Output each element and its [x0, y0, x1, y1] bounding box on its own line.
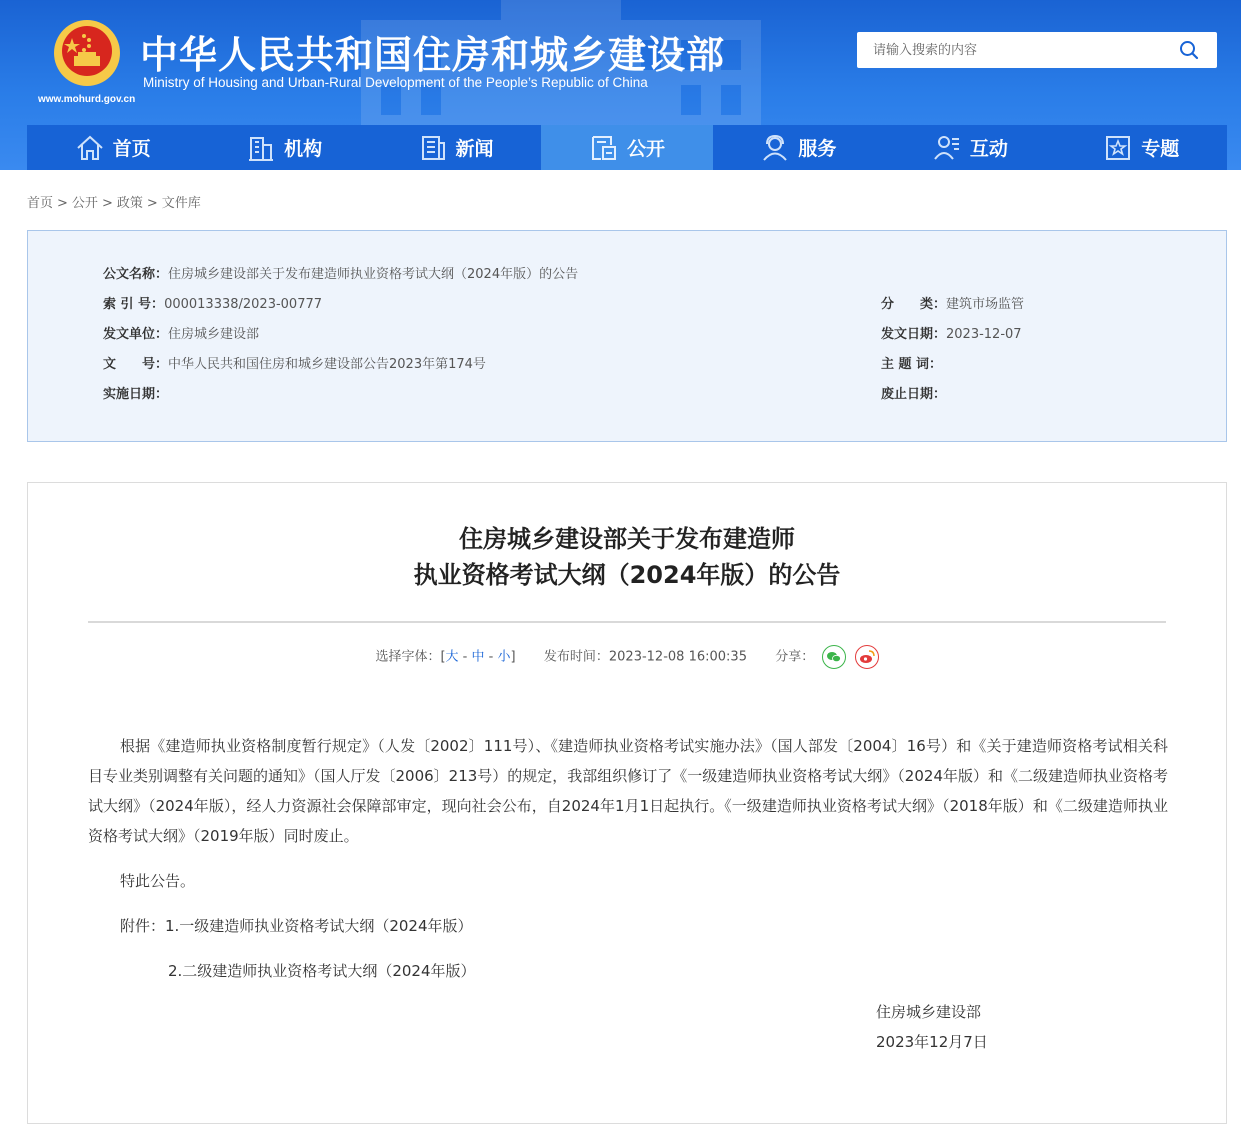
article-body — [88, 731, 1168, 1001]
article-title-line2: 执业资格考试大纲（2024年版）的公告 — [413, 561, 841, 589]
breadcrumb-separator: > — [146, 196, 158, 211]
breadcrumb — [27, 192, 201, 211]
main-nav — [27, 125, 1227, 170]
publish-time — [544, 650, 747, 665]
nav-item-news[interactable] — [370, 125, 541, 170]
meta-index — [103, 293, 322, 312]
font-size-label: 选择字体：[ — [375, 649, 446, 665]
article-paragraph: 根据《建造师执业资格制度暂行规定》（人发〔2002〕111号）、《建造师执业资格考试实施办法》（国人部发〔2004〕16号）和《关于建造师资格考试相关科目专业类别调整有关问题的通知》（国人厅发〔2006〕213号）的规定，我部组织修订了《一级建造师执业资格考试大纲》（2024年版）和《二级建造师执业资格考试大纲》（2024年版），经人力资源社会保障部审定，现向社会公布，自2024年1月1日起执行。《一级建造师执业资格考试大纲》（2018年版）和《二级建造师执业资格考试大纲》（2019年版）同时废止。 — [88, 737, 1168, 845]
breadcrumb-home[interactable]: 首页 — [27, 196, 54, 211]
nav-item-institutions[interactable] — [198, 125, 369, 170]
font-size-selector: 选择字体：[大 - 中 - 小] — [375, 649, 516, 665]
service-icon — [760, 133, 790, 163]
breadcrumb-separator: > — [101, 196, 113, 211]
publish-label: 发布时间： — [543, 649, 609, 665]
nav-item-interact[interactable] — [884, 125, 1055, 170]
breadcrumb-separator: > — [57, 196, 68, 211]
building-icon — [246, 133, 276, 163]
nav-label: 机构 — [284, 138, 323, 160]
article-title-line1: 住房城乡建设部关于发布建造师 — [459, 525, 795, 553]
nav-label: 公开 — [626, 138, 665, 160]
meta-value: 2023-12-07 — [946, 327, 1022, 342]
interact-icon — [932, 133, 962, 163]
meta-value: 住房城乡建设部 — [168, 327, 260, 342]
meta-label: 废止日期： — [881, 387, 947, 402]
attachment-link-1[interactable]: 附件：1.一级建造师执业资格考试大纲（2024年版） — [120, 917, 473, 935]
meta-effective-date — [103, 383, 168, 402]
meta-label: 公文名称： — [103, 267, 169, 282]
nav-label: 专题 — [1141, 138, 1180, 160]
article-title — [28, 521, 1226, 593]
meta-value: 建筑市场监管 — [946, 297, 1025, 312]
sign-date: 2023年12月7日 — [876, 1033, 988, 1051]
meta-subject — [881, 353, 942, 372]
article-panel — [27, 482, 1227, 1124]
meta-doc-no — [103, 353, 486, 372]
meta-label: 发文日期： — [881, 327, 947, 342]
search-icon[interactable] — [1179, 40, 1199, 60]
weibo-share-icon[interactable] — [855, 645, 879, 669]
meta-issuer — [103, 323, 259, 342]
topic-icon — [1103, 133, 1133, 163]
breadcrumb-library[interactable]: 文件库 — [161, 196, 201, 211]
breadcrumb-open[interactable]: 公开 — [71, 196, 98, 211]
meta-label: 发文单位： — [103, 327, 169, 342]
meta-value: 住房城乡建设部关于发布建造师执业资格考试大纲（2024年版）的公告 — [168, 267, 579, 282]
font-large-link[interactable]: 大 — [445, 649, 459, 665]
wechat-share-icon[interactable] — [822, 645, 846, 669]
national-emblem-logo — [52, 18, 122, 88]
site-subtitle: Ministry of Housing and Urban-Rural Development of the People’s Republic of China — [143, 75, 648, 90]
font-size-close: ] — [510, 649, 516, 665]
home-icon — [75, 133, 105, 163]
nav-item-home[interactable] — [27, 125, 198, 170]
meta-label: 文 号： — [103, 357, 169, 372]
meta-label: 实施日期： — [103, 387, 169, 402]
search-input[interactable] — [857, 32, 1173, 68]
breadcrumb-policy[interactable]: 政策 — [116, 196, 143, 211]
meta-repeal-date — [881, 383, 946, 402]
nav-item-open[interactable] — [541, 125, 712, 170]
font-medium-link[interactable]: 中 — [471, 649, 485, 665]
font-small-link[interactable]: 小 — [497, 649, 511, 665]
site-header — [0, 0, 1241, 170]
attachment-link-2[interactable]: 2.二级建造师执业资格考试大纲（2024年版） — [168, 962, 476, 980]
search-box — [857, 32, 1217, 68]
meta-issue-date — [881, 323, 1022, 342]
meta-category — [881, 293, 1024, 312]
nav-label: 首页 — [112, 138, 151, 160]
news-icon — [418, 133, 448, 163]
article-toolbar — [28, 645, 1226, 669]
site-title[interactable]: 中华人民共和国住房和城乡建设部 — [140, 33, 726, 77]
share-label: 分享： — [775, 649, 815, 665]
meta-value: 000013338/2023-00777 — [164, 297, 323, 312]
nav-label: 新闻 — [455, 138, 494, 160]
meta-label: 分 类： — [881, 297, 947, 312]
open-icon — [589, 133, 619, 163]
nav-label: 互动 — [969, 138, 1008, 160]
meta-doc-name — [103, 263, 578, 282]
meta-value: 中华人民共和国住房和城乡建设部公告2023年第174号 — [168, 357, 486, 372]
nav-item-topic[interactable] — [1056, 125, 1227, 170]
nav-item-service[interactable] — [713, 125, 884, 170]
nav-label: 服务 — [798, 138, 837, 160]
publish-value: 2023-12-08 16:00:35 — [608, 649, 747, 665]
meta-label: 主 题 词： — [881, 357, 943, 372]
site-url: www.mohurd.gov.cn — [38, 94, 136, 105]
title-divider — [88, 621, 1166, 623]
article-paragraph: 特此公告。 — [120, 872, 196, 890]
meta-label: 索 引 号： — [103, 297, 165, 312]
document-meta-box — [27, 230, 1227, 442]
signer: 住房城乡建设部 — [876, 1003, 982, 1021]
